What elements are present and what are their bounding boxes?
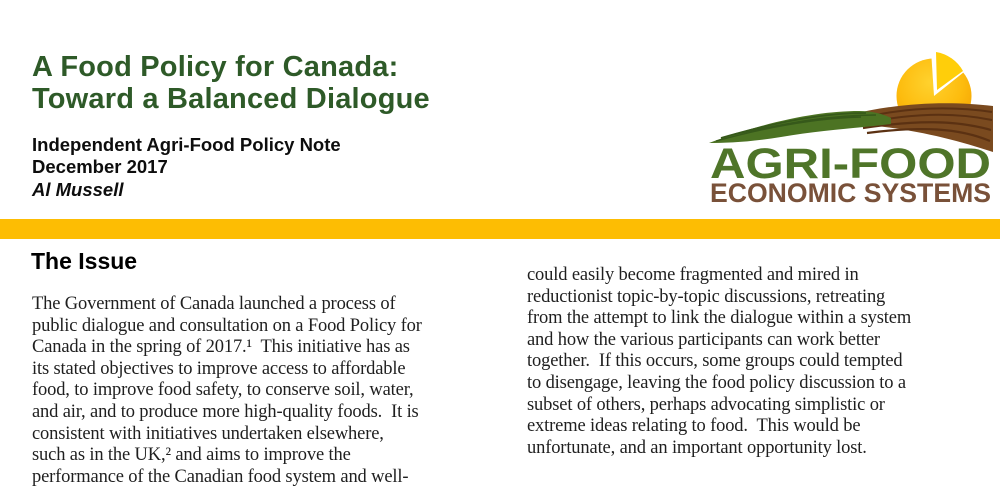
right-column	[527, 265, 997, 459]
left-column	[32, 294, 502, 488]
document-title-line1: A Food Policy for Canada:	[32, 51, 399, 83]
body-line: and how the various participants can work better	[527, 329, 880, 350]
body-line: together. If this occurs, some groups could tempted	[527, 351, 903, 372]
divider-bar	[0, 219, 1000, 239]
publication-date: December 2017	[32, 156, 168, 178]
hill-graphic	[709, 111, 891, 143]
body-line: public dialogue and consultation on a Food Policy for	[32, 315, 422, 336]
document-title	[32, 52, 430, 115]
body-line: such as in the UK,² and aims to improve the	[32, 445, 351, 466]
logo-wordmark-line2: ECONOMIC SYSTEMS	[710, 178, 991, 208]
body-line: its stated objectives to improve access to affordable	[32, 358, 406, 379]
note-type: Independent Agri-Food Policy Note	[32, 134, 341, 155]
body-line: consistent with initiatives undertaken elsewhere,	[32, 423, 384, 444]
logo-wordmark-line1: AGRI-FOOD	[710, 140, 991, 188]
body-line: performance of the Canadian food system and well-	[32, 466, 409, 487]
body-line: extreme ideas relating to food. This would be	[527, 416, 861, 437]
agrifood-logo-graphic	[701, 42, 993, 209]
author-name: Al Mussell	[32, 178, 124, 200]
document-subtitle	[32, 134, 341, 201]
body-line: reductionist topic-by-topic discussions, retreating	[527, 286, 886, 307]
body-line: could easily become fragmented and mired in	[527, 265, 859, 285]
body-line: to disengage, leaving the food policy discussion to a	[527, 372, 906, 393]
body-line: Canada in the spring of 2017.¹ This initiative has as	[32, 337, 410, 358]
document-title-line2: Toward a Balanced Dialogue	[32, 82, 430, 115]
body-line: subset of others, perhaps advocating simplistic or	[527, 394, 885, 415]
body-line: from the attempt to link the dialogue within a system	[527, 308, 912, 329]
body-line: food, to improve food safety, to conserve soil, water,	[32, 380, 414, 401]
body-line: and air, and to produce more high-quality foods. It is	[32, 401, 419, 422]
section-heading: The Issue	[31, 248, 138, 274]
agrifood-logo	[701, 42, 993, 209]
body-line: The Government of Canada launched a process of	[32, 294, 396, 314]
body-line: unfortunate, and an important opportunity lost.	[527, 437, 867, 458]
